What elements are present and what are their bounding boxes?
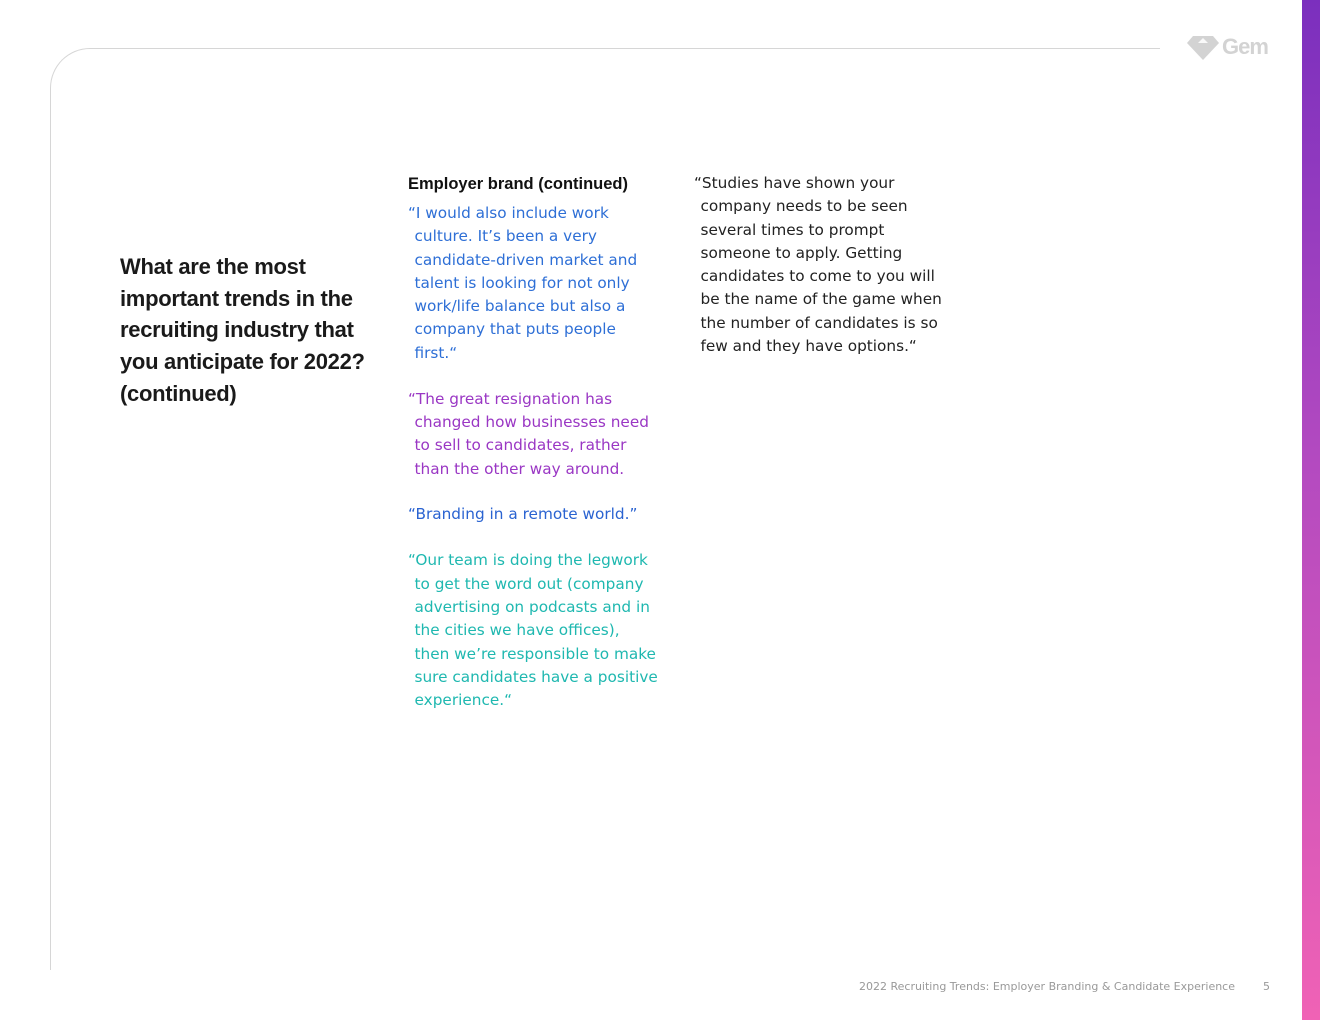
quote-legwork: “Our team is doing the legwork to get the word out (company advertising on podcasts and in the cities we have offices), then we’re responsible to make sure candidates have a positive experience.“ [408, 551, 658, 710]
page-number: 5 [1263, 980, 1270, 993]
page-question-heading: What are the most important trends in the recruiting industry that you anticipate for 2022? (continued) [120, 254, 365, 406]
gem-diamond-icon [1187, 34, 1219, 60]
quotes-column-middle [408, 172, 658, 735]
gem-logo [1187, 32, 1268, 62]
accent-side-bar [1302, 0, 1320, 1020]
section-heading: Employer brand (continued) [408, 175, 629, 193]
logo-wordmark: Gem [1222, 34, 1268, 59]
footer-title: 2022 Recruiting Trends: Employer Branding & Candidate Experience [858, 980, 1235, 993]
page-footer [760, 979, 1270, 995]
quote-work-culture: “I would also include work culture. It’s been a very candidate-driven market and talent is looking for not only work/life balance but also a company that puts people first.“ [408, 204, 638, 362]
quote-great-resignation: “The great resignation has changed how businesses need to sell to candidates, rather than the other way around. [408, 389, 649, 478]
quotes-column-right [694, 172, 944, 358]
quote-remote-branding: “Branding in a remote world.” [408, 505, 638, 524]
quote-studies: “Studies have shown your company needs to be seen several times to prompt someone to apply. Getting candidates to come to you will be the name of the game when the number of candidates is so few and they have options.“ [694, 174, 942, 356]
